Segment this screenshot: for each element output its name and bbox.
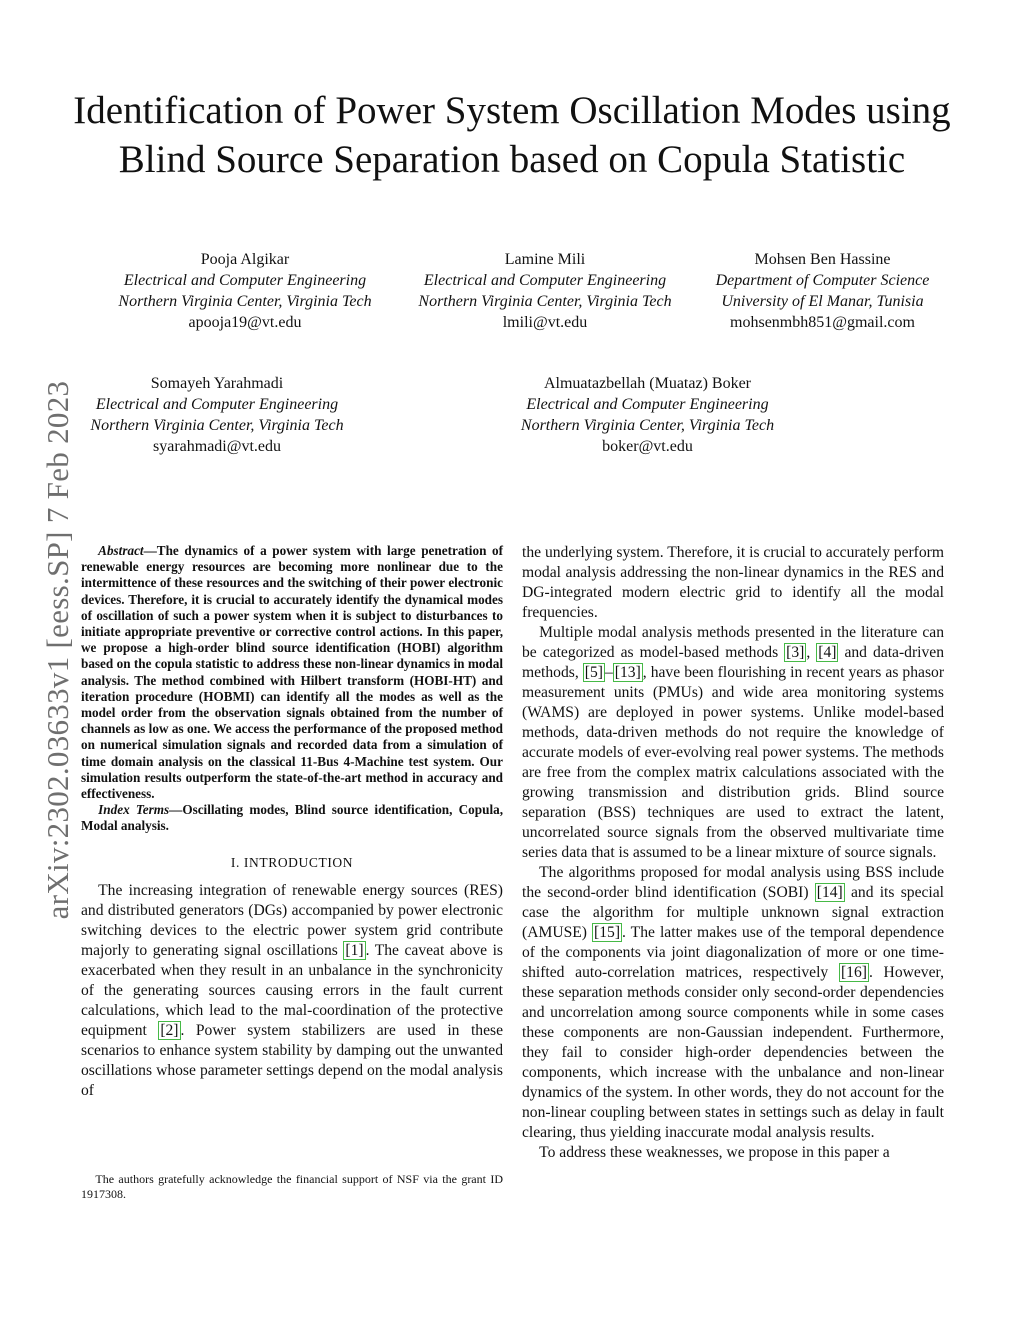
body-paragraph [522,863,944,1143]
right-column [522,543,944,1163]
author-name: Mohsen Ben Hassine [754,251,891,268]
text-run: . However, these separation methods consider only second-order dependencies and uncorrelation among source components while in some cases these components are non-Gaussian independent. Furthermore, they fail to consider high-order dependencies between the components, which increase with the unbalance and non-linear dynamics of the system. In other words, they do not account for the non-linear coupling between states in settings such as delay in fault clearing, thus yielding inaccurate modal analysis results. [522,964,944,1141]
author-email[interactable]: apooja19@vt.edu [188,314,302,331]
body-paragraph: the underlying system. Therefore, it is crucial to accurately perform modal analysis addressing the non-linear dynamics in the RES and DG-integrated modern electric grid to identify all the modal frequencies. [522,544,944,621]
text-run: The increasing integration of renewable energy sources (RES) and distributed generators (DGs) accompanied by power electronic switching devices to the electric power system grid contribute majorly to generating signal oscillations [81,881,503,959]
section-heading-introduction: I. INTRODUCTION [230,854,354,870]
author-block [700,249,945,333]
citation-link[interactable]: [16] [840,964,867,981]
citation-link[interactable]: [14] [816,884,843,901]
author-name: Pooja Algikar [200,251,290,268]
intro-paragraph [81,881,503,1101]
text-run: . The latter makes use of the temporal dependence of the components via joint diagonalization of more or one time-shifted auto-correlation matrices, respectively [522,924,944,981]
text-run: , [806,644,817,661]
author-institution: Northern Virginia Center, Virginia Tech [418,293,672,310]
citation-link[interactable]: [1] [345,941,364,959]
author-department: Electrical and Computer Engineering [123,272,367,289]
author-institution: University of El Manar, Tunisia [721,293,924,310]
citation-link[interactable]: [2] [160,1021,179,1039]
abstract [81,543,503,802]
citation-link[interactable]: [5] [584,664,603,681]
author-department: Electrical and Computer Engineering [95,396,339,413]
text-run: . Power system stabilizers are used in these scenarios to enhance system stability by damping out the unwanted oscillations whose parameter settings depend on the modal analysis of [81,1021,503,1099]
index-terms-label: Index Terms [98,802,170,818]
footnote: The authors gratefully acknowledge the financial support of NSF via the grant ID 1917308. [81,1172,503,1201]
author-email[interactable]: lmili@vt.edu [502,314,588,331]
author-email[interactable]: boker@vt.edu [602,438,693,455]
author-institution: Northern Virginia Center, Virginia Tech [118,293,372,310]
text-run: – [604,664,613,681]
author-institution: Northern Virginia Center, Virginia Tech [520,417,775,434]
arxiv-identifier[interactable]: arXiv:2302.03633v1 [eess.SP] 7 Feb 2023 [40,380,75,920]
text-run: . The caveat above is exacerbated when they result in an unbalance in the synchronicity of the generating sources causing errors in the fault current calculations, which lead to the mal-coordination of the protective equipment [81,941,503,1039]
index-terms-text: —Oscillating modes, Blind source identification, Copula, Modal analysis. [81,802,504,834]
author-block [400,249,690,333]
text-run: The algorithms proposed for modal analysis using BSS include the second-order blind identification (SOBI) [522,864,944,901]
author-block [72,373,362,457]
text-run: and data-driven methods, [522,644,944,681]
author-name: Almuatazbellah (Muataz) Boker [543,375,752,392]
author-email[interactable]: mohsenmbh851@gmail.com [730,314,915,331]
author-name: Somayeh Yarahmadi [150,375,284,392]
body-paragraph [522,623,944,863]
abstract-text: —The dynamics of a power system with large penetration of renewable energy resources are becoming more nonlinear due to the intermittence of these resources and the switching of their power electronic devices. Therefore, it is crucial to accurately identify the dynamical modes of oscillation of such a power system when it is subject to disturbances to initiate appropriate preventive or corrective control actions. In this paper, we propose a high-order blind source identification (HOBI) algorithm based on the copula statistic to address these non-linear dynamics in modal analysis. The method combined with Hilbert transform (HOBI-HT) and iteration procedure (HOBMI) can identify all the modes as well as the model order from the observation signals obtained from the number of channels as low as one. We access the performance of the proposed method on numerical simulation signals and recorded data from a simulation of time domain analysis on the classical 11-Bus 4-Machine test system. Our simulation results outperform the state-of-the-art method in accuracy and effectiveness. [81,543,503,802]
left-column [81,543,503,1101]
index-terms [81,802,503,834]
author-department: Department of Computer Science [715,272,930,289]
author-department: Electrical and Computer Engineering [423,272,667,289]
text-run: and its special case the algorithm for multiple unknown signal extraction (AMUSE) [522,884,944,941]
body-paragraph: To address these weaknesses, we propose in this paper a [539,1144,890,1161]
author-email[interactable]: syarahmadi@vt.edu [152,438,282,455]
author-block [500,373,795,457]
author-name: Lamine Mili [504,251,586,268]
citation-link[interactable]: [13] [614,664,641,681]
author-department: Electrical and Computer Engineering [526,396,769,413]
citation-link[interactable]: [4] [818,644,837,661]
citation-link[interactable]: [15] [594,924,621,941]
author-block [100,249,390,333]
text-run: Multiple modal analysis methods presented in the literature can be categorized as model-based methods [522,624,944,661]
author-institution: Northern Virginia Center, Virginia Tech [90,417,344,434]
paper-title: Identification of Power System Oscillation Modes using Blind Source Separation based on Copula Statistic [73,89,951,181]
citation-link[interactable]: [3] [786,644,805,661]
abstract-label: Abstract [98,543,144,558]
text-run: , have been flourishing in recent years as phasor measurement units (PMUs) and wide area monitoring systems (WAMS) are deployed in power systems. Unlike model-based methods, data-driven methods do not require the knowledge of accurate models of ever-evolving real power systems. The methods are free from the complex matrix calculations associated with the growing transmission and distribution grids. Blind source separation (BSS) techniques are used to extract the latent, uncorrelated source signals from the observed multivariate time series data that is assumed to be a linear mixture of source signals. [522,664,945,861]
